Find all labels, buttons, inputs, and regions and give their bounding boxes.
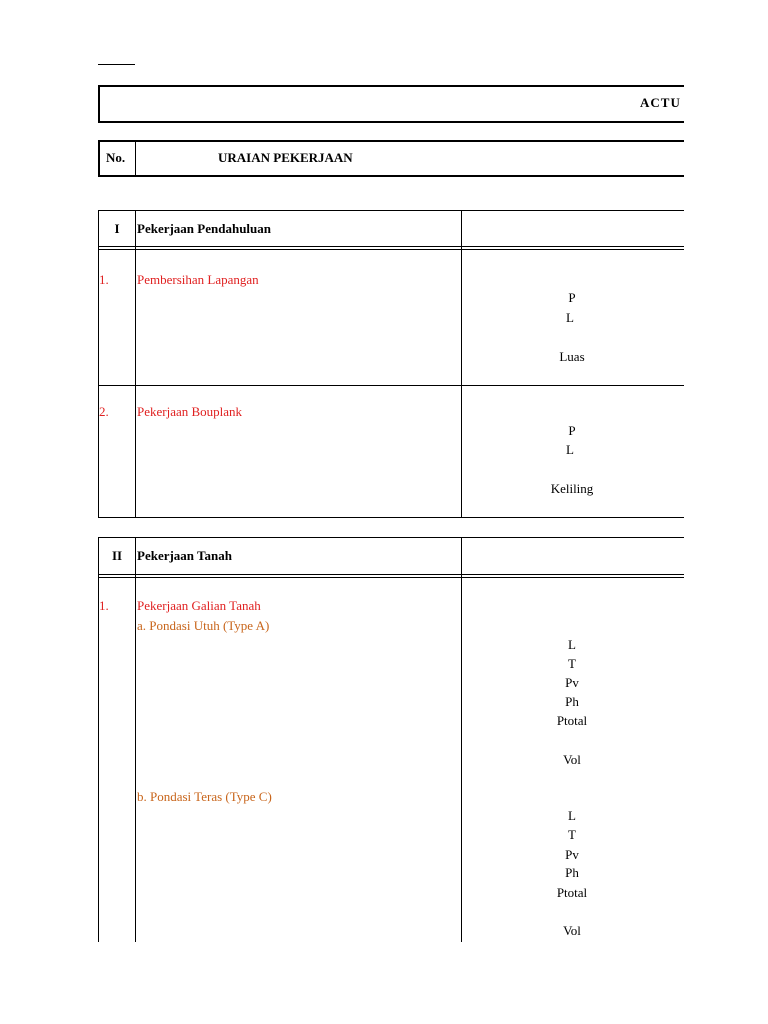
variable-label: Keliling <box>550 481 594 496</box>
item-number: 1. <box>99 598 109 613</box>
variable-label: Ph <box>565 694 579 709</box>
section-1-bottom-border <box>98 517 684 518</box>
variable-label: Pv <box>565 847 579 862</box>
variable-label: Ptotal <box>556 713 588 728</box>
section-1-roman: I <box>114 221 120 236</box>
subitem-name: a. Pondasi Utuh (Type A) <box>137 618 270 633</box>
variable-label: T <box>568 656 576 671</box>
section-1-top-border <box>98 210 684 211</box>
item-number: 1. <box>99 272 109 287</box>
section-1-row-divider <box>98 385 684 386</box>
item-name: Pekerjaan Galian Tanah <box>137 598 261 613</box>
column-header-divider <box>135 140 136 177</box>
variable-label: Ph <box>565 865 579 880</box>
item-name: Pekerjaan Bouplank <box>137 404 243 419</box>
variable-label: P <box>568 423 576 438</box>
variable-label: L <box>566 310 574 325</box>
title-box <box>98 85 684 123</box>
variable-label: P <box>568 290 576 305</box>
section-2-header-double-line <box>98 574 684 578</box>
section-2-title: Pekerjaan Tanah <box>137 548 232 563</box>
variable-label: Luas <box>559 349 585 364</box>
header-uraian: URAIAN PEKERJAAN <box>218 150 353 165</box>
variable-label: Ptotal <box>556 885 588 900</box>
variable-label: L <box>566 442 574 457</box>
subitem-name: b. Pondasi Teras (Type C) <box>137 789 272 804</box>
section-2-top-border <box>98 537 684 538</box>
title-text: ACTU <box>640 95 681 110</box>
variable-label: T <box>568 827 576 842</box>
top-rule <box>98 64 135 65</box>
column-header-box <box>98 140 684 177</box>
section-1-header-double-line <box>98 246 684 250</box>
section-2-col-divider-1 <box>135 537 136 942</box>
variable-label: L <box>568 637 576 652</box>
variable-label: Vol <box>563 752 581 767</box>
variable-label: Vol <box>563 923 581 938</box>
section-1-col-divider-2 <box>461 210 462 518</box>
section-1-title: Pekerjaan Pendahuluan <box>137 221 271 236</box>
section-2-roman: II <box>111 548 123 563</box>
section-2-col-divider-2 <box>461 537 462 942</box>
header-no: No. <box>106 150 126 165</box>
variable-label: Pv <box>565 675 579 690</box>
variable-label: L <box>568 808 576 823</box>
section-1-col-divider-1 <box>135 210 136 518</box>
item-number: 2. <box>99 404 109 419</box>
section-1-left-border <box>98 210 99 518</box>
item-name: Pembersihan Lapangan <box>137 272 259 287</box>
